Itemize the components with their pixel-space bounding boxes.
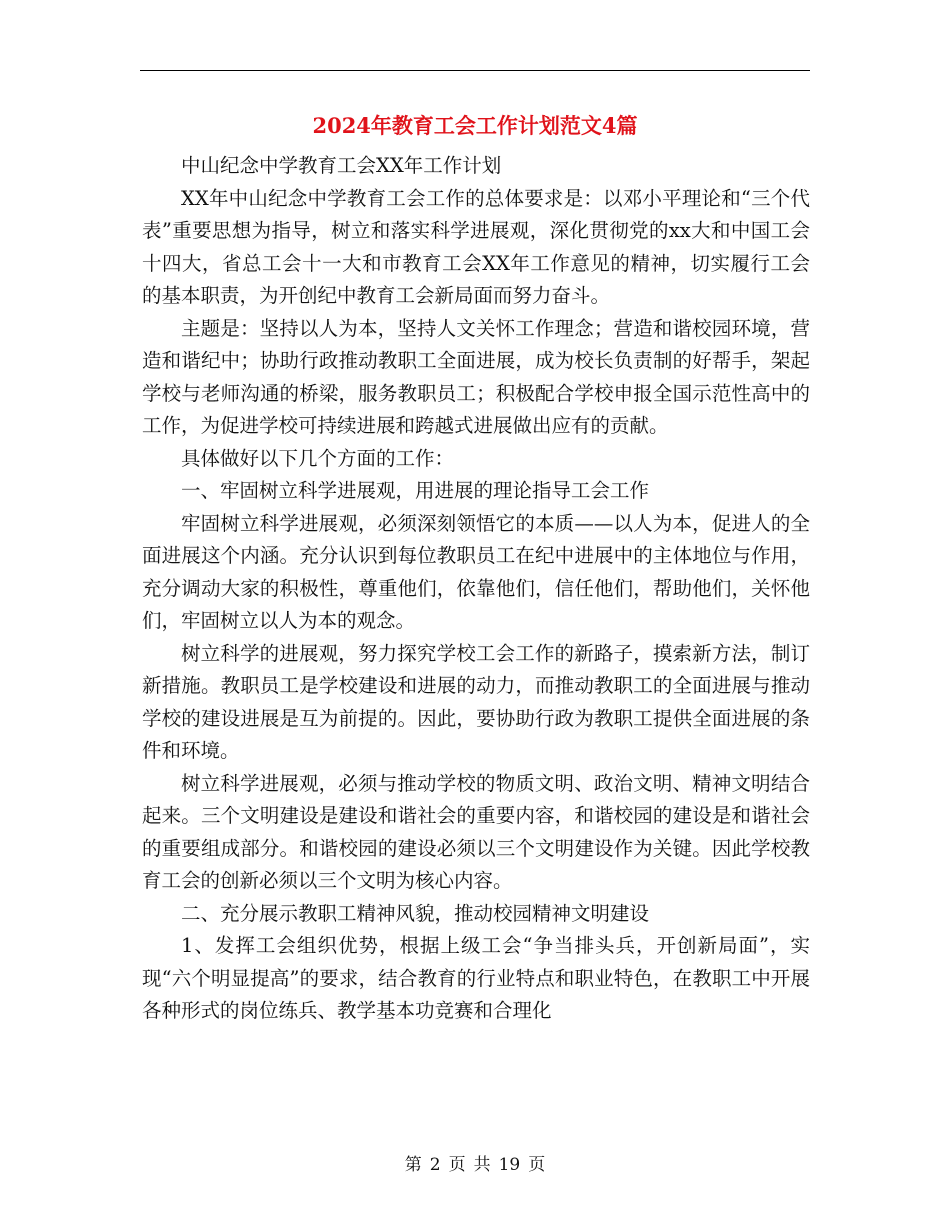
paragraph: XX年中山纪念中学教育工会工作的总体要求是：以邓小平理论和“三个代表”重要思想为指导，树立和落实科学进展观，深化贯彻党的xx大和中国工会十四大，省总工会十一大和市教育工会XX年工作意见的精神，切实履行工会的基本职责，为开创纪中教育工会新局面而努力奋斗。 xyxy=(142,186,810,307)
document-title: 2024年教育工会工作计划范文4篇 xyxy=(312,113,638,138)
document-body xyxy=(142,150,810,1028)
total-pages-number: 19 xyxy=(498,1155,521,1175)
section-heading: 二、充分展示教职工精神风貌，推动校园精神文明建设 xyxy=(181,901,650,925)
section-heading: 一、牢固树立科学进展观，用进展的理论指导工会工作 xyxy=(181,479,650,502)
paragraph: 1、发挥工会组织优势，根据上级工会“争当排头兵，开创新局面”，实现“六个明显提高”的要求，结合教育的行业特点和职业特色，在教职工中开展各种形式的岗位练兵、教学基本功竞赛和合理化 xyxy=(142,934,810,1022)
paragraph: 主题是：坚持以人为本，坚持人文关怀工作理念；营造和谐校园环境，营造和谐纪中；协助行政推动教职工全面进展，成为校长负责制的好帮手，架起学校与老师沟通的桥梁，服务教职员工；积极配合学校申报全国示范性高中的工作，为促进学校可持续进展和跨越式进展做出应有的贡献。 xyxy=(142,316,810,437)
page-number-footer xyxy=(0,1152,950,1178)
paragraph: 中山纪念中学教育工会XX年工作计划 xyxy=(181,154,502,177)
paragraph: 树立科学的进展观，努力探究学校工会工作的新路子，摸索新方法，制订新措施。教职员工是学校建设和进展的动力，而推动教职工的全面进展与推动学校的建设进展是互为前提的。因此，要协助行政为教职工提供全面进展的条件和环境。 xyxy=(142,641,810,762)
paragraph: 树立科学进展观，必须与推动学校的物质文明、政治文明、精神文明结合起来。三个文明建设是建设和谐社会的重要内容，和谐校园的建设是和谐社会的重要组成部分。和谐校园的建设必须以三个文明建设作为关键。因此学校教育工会的创新必须以三个文明为核心内容。 xyxy=(142,771,810,892)
page-label-suffix: 页 xyxy=(528,1155,546,1175)
current-page-number: 2 xyxy=(429,1155,441,1175)
paragraph: 牢固树立科学进展观，必须深刻领悟它的本质——以人为本，促进人的全面进展这个内涵。充分认识到每位教职员工在纪中进展中的主体地位与作用，充分调动大家的积极性，尊重他们，依靠他们，信任他们，帮助他们，关怀他们，牢固树立以人为本的观念。 xyxy=(142,511,810,632)
page-label-prefix: 第 xyxy=(404,1155,422,1175)
header-rule xyxy=(140,70,810,71)
page-label-middle: 页 xyxy=(448,1155,466,1175)
page-label-total-prefix: 共 xyxy=(473,1155,491,1175)
paragraph: 具体做好以下几个方面的工作： xyxy=(181,446,455,470)
